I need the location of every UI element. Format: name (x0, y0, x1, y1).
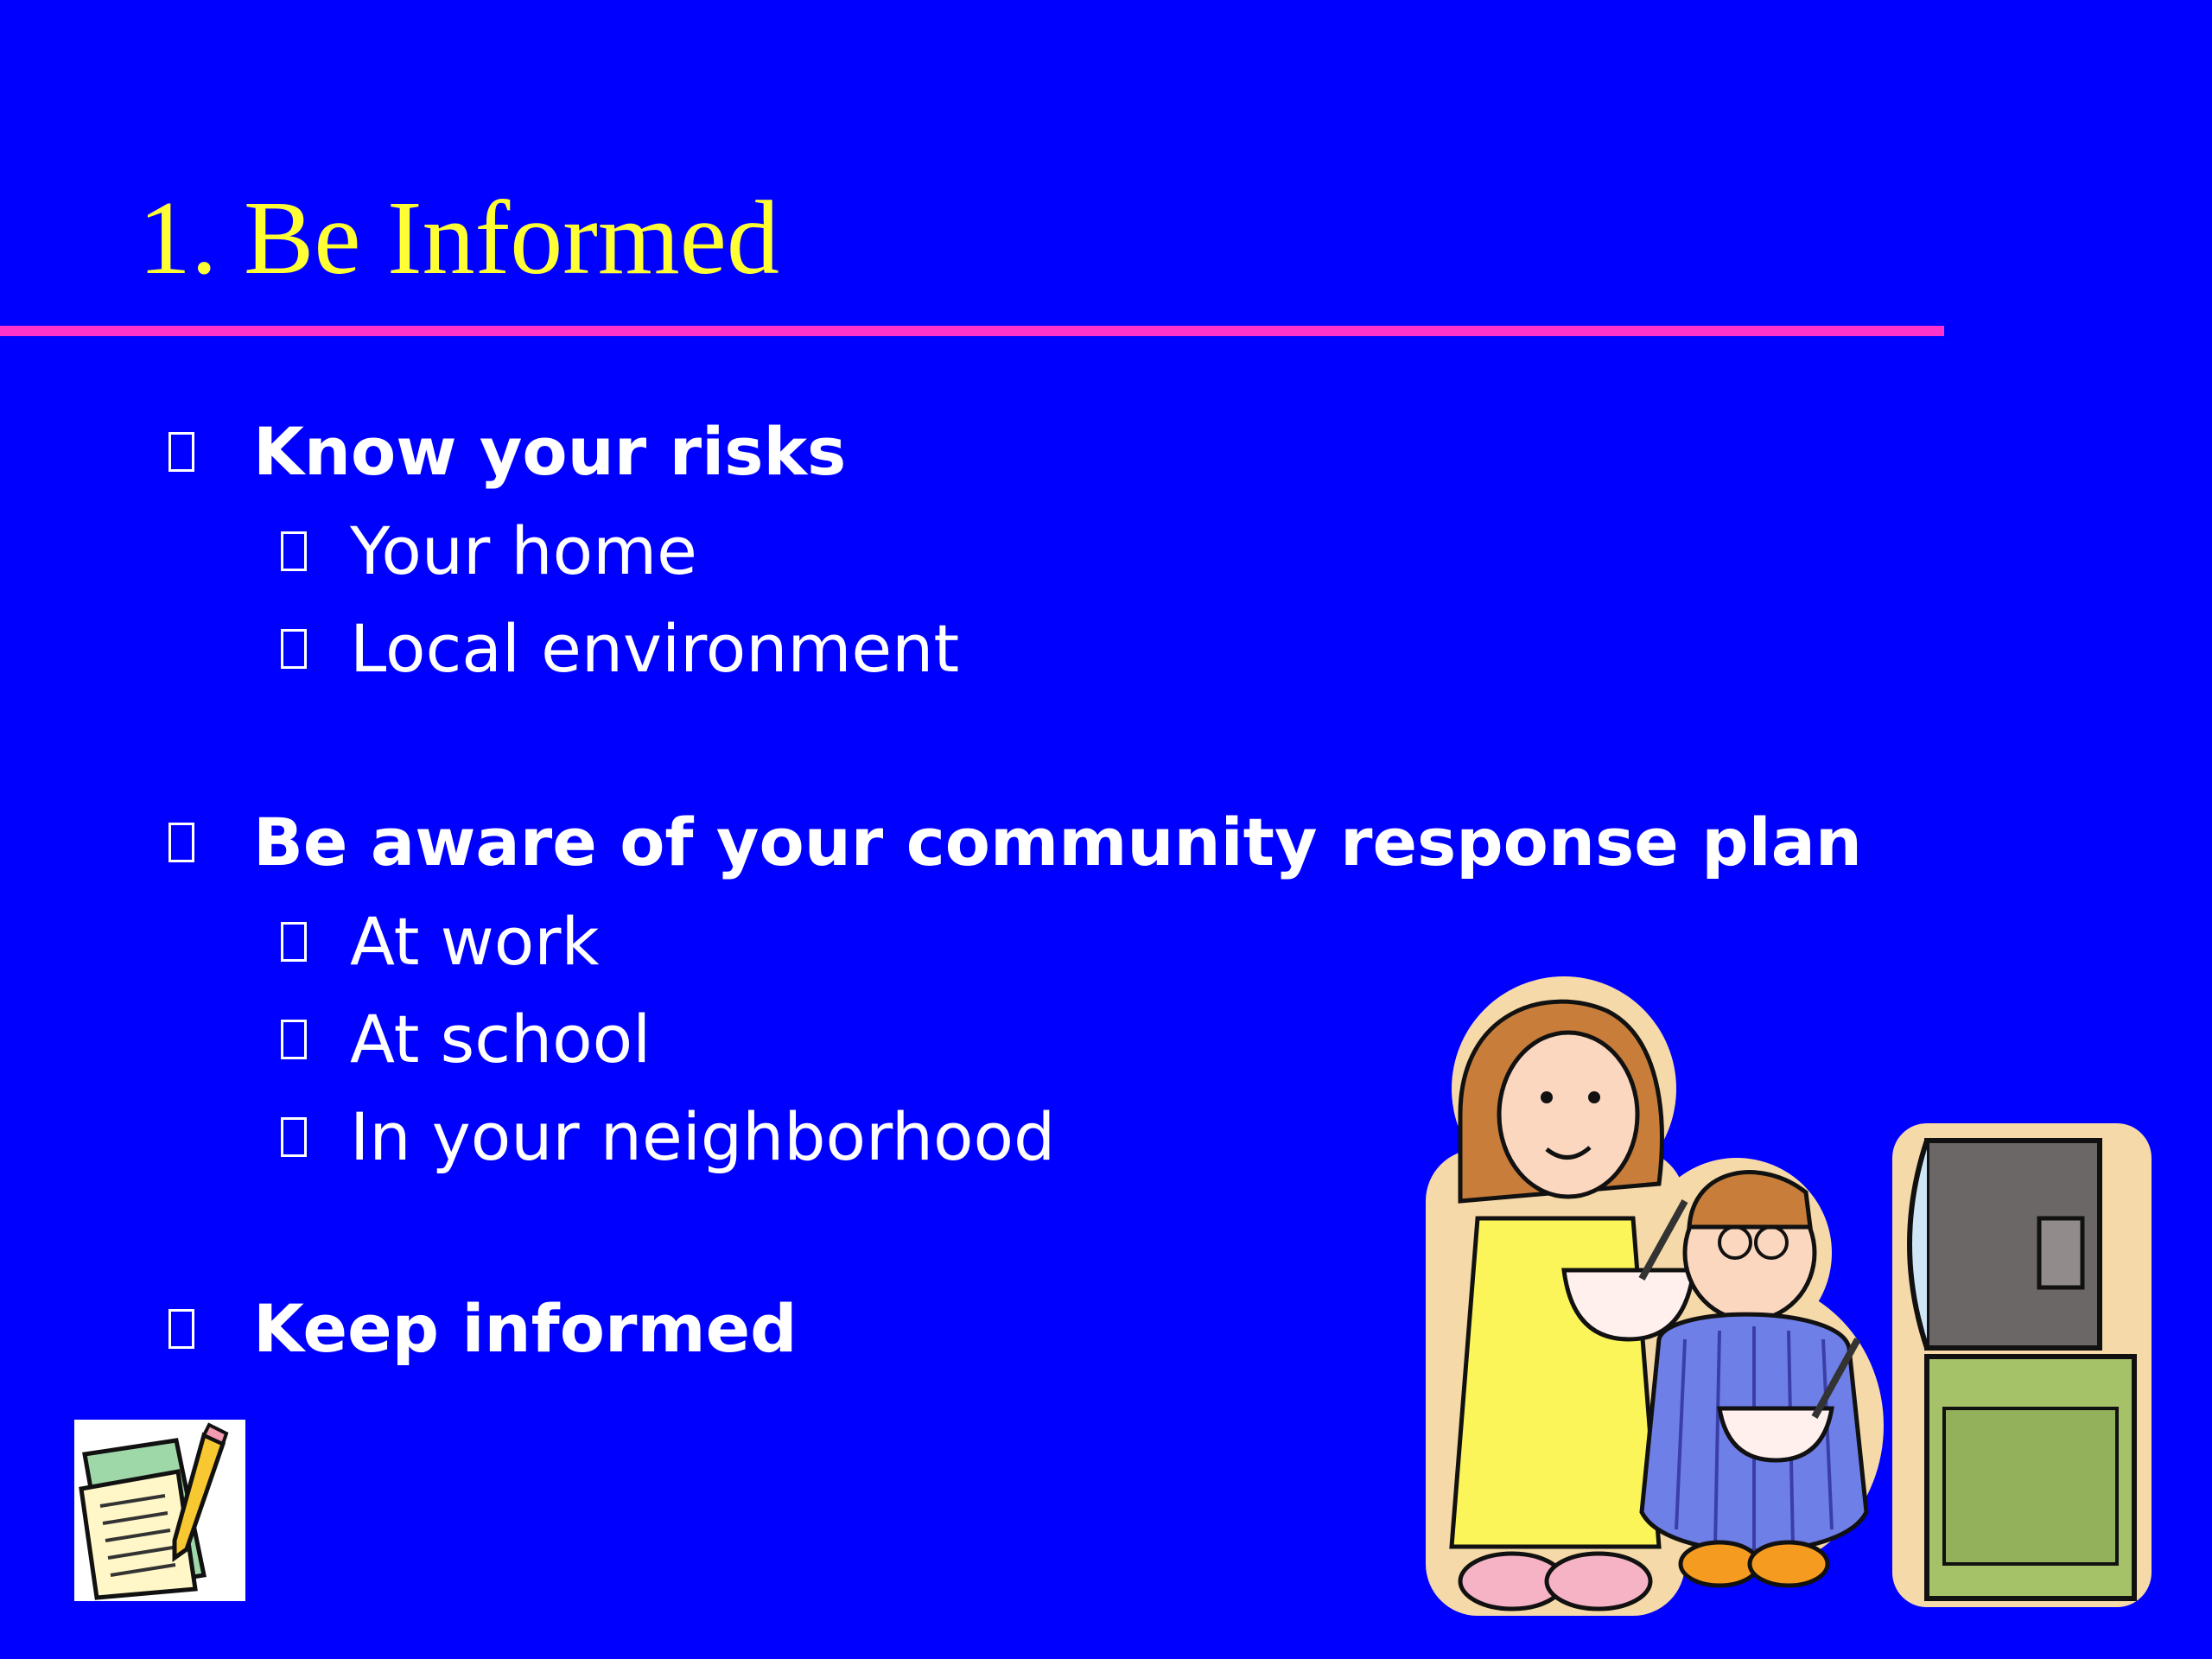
subbullet-at-school (350, 1001, 651, 1077)
bullet-keep-informed (253, 1290, 798, 1367)
family-watching-tv-illustration (1408, 976, 2152, 1633)
bullet-text: Local environment (350, 610, 960, 687)
bullet-marker-icon (281, 531, 307, 571)
bullet-marker-icon (168, 432, 194, 472)
bullet-text: Keep informed (253, 1290, 798, 1367)
bullet-marker-icon (281, 629, 307, 669)
bullet-text: In your neighborhood (350, 1098, 1056, 1175)
bullet-text: At work (350, 903, 600, 980)
notepad-pencil-icon (74, 1420, 245, 1601)
bullet-text: Your home (350, 512, 697, 589)
bullet-marker-icon (168, 1309, 194, 1349)
subbullet-your-home (350, 512, 697, 589)
bullet-community-response-plan (253, 804, 1862, 880)
subbullet-in-your-neighborhood (350, 1098, 1055, 1175)
bullet-text: At school (350, 1001, 652, 1077)
bullet-marker-icon (281, 1117, 307, 1157)
title-divider (0, 326, 1944, 336)
subbullet-at-work (350, 903, 600, 980)
bullet-marker-icon (281, 922, 307, 962)
bullet-marker-icon (168, 823, 194, 862)
bullet-text: Know your risks (253, 413, 847, 490)
slide-title: 1. Be Informed (138, 180, 779, 296)
bullet-marker-icon (281, 1020, 307, 1059)
bullet-text: Be aware of your community response plan (253, 804, 1863, 880)
bullet-know-your-risks (253, 413, 846, 490)
subbullet-local-environment (350, 610, 959, 687)
